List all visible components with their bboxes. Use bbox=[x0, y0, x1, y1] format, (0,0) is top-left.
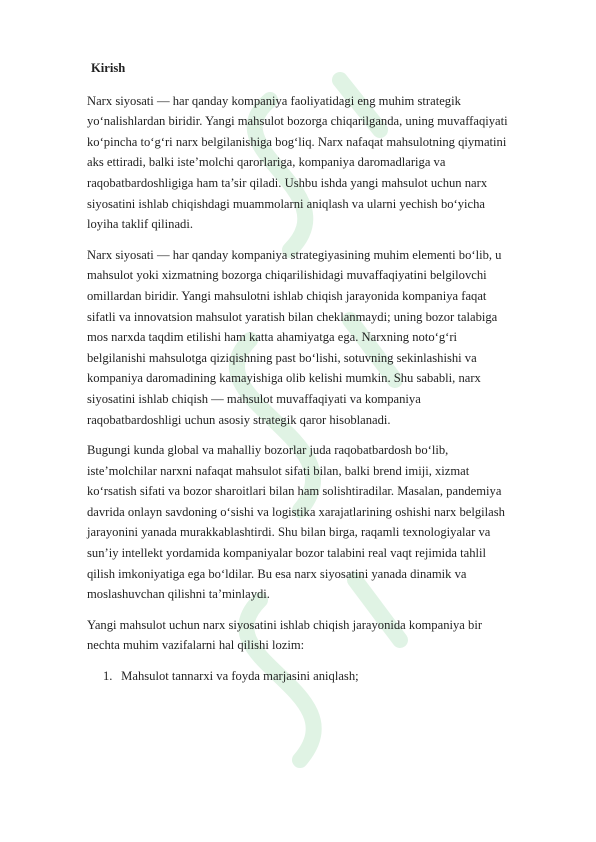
list-item-number: 1. bbox=[103, 669, 113, 684]
paragraph-line: belgilanishi mahsulotga qiziqishning past bo‘lishi, sotuvning sekinlashishi va bbox=[87, 350, 477, 365]
paragraph-2 bbox=[87, 245, 557, 430]
list-item bbox=[87, 666, 557, 687]
paragraph-line: siyosatini ishlab chiqish — mahsulot muvaffaqiyati va kompaniya bbox=[87, 391, 421, 406]
paragraph-line: siyosatini ishlab chiqishdagi muammolarni aniqlash va ularni yechish bo‘yicha bbox=[87, 196, 486, 211]
document-body bbox=[87, 58, 557, 687]
paragraph-line: omillardan biridir. Yangi mahsulotni ishlab chiqish jarayonida kompaniya faqat bbox=[87, 288, 487, 303]
paragraph-line: mos narxda taqdim etilishi ham katta ahamiyatga ega. Narxning noto‘g‘ri bbox=[87, 330, 458, 345]
paragraph-line: Narx siyosati — har qanday kompaniya strategiyasining muhim elementi bo‘lib, u bbox=[87, 247, 502, 262]
paragraph-line: ko‘pincha to‘g‘ri narx belgilanishiga bog‘liq. Narx nafaqat mahsulotning qiymatini bbox=[87, 134, 507, 149]
section-heading: Kirish bbox=[91, 61, 126, 75]
paragraph-line: jarayonini yanada murakkablashtirdi. Shu bilan birga, raqamli texnologiyalar va bbox=[87, 525, 491, 540]
paragraph-line: Yangi mahsulot uchun narx siyosatini ishlab chiqish jarayonida kompaniya bir bbox=[87, 617, 483, 632]
paragraph-4 bbox=[87, 615, 557, 656]
paragraph-line: loyiha taklif qilinadi. bbox=[87, 217, 193, 232]
paragraph-3 bbox=[87, 440, 557, 605]
paragraph-line: yo‘nalishlardan biridir. Yangi mahsulot bozorga chiqarilganda, uning muvaffaqiyati bbox=[87, 114, 508, 129]
paragraph-line: sifatli va innovatsion mahsulot yaratish bilan cheklanmaydi; uning bozor talabiga bbox=[87, 309, 498, 324]
paragraph-line: moslashuvchan qilishni ta’minlaydi. bbox=[87, 587, 270, 602]
paragraph-line: aks ettiradi, balki iste’molchi qarorlariga, kompaniya daromadlariga va bbox=[87, 155, 446, 170]
paragraph-1 bbox=[87, 91, 557, 235]
paragraph-line: nechta muhim vazifalarni hal qilishi lozim: bbox=[87, 638, 305, 653]
paragraph-line: kompaniya daromadining kamayishiga olib kelishi mumkin. Shu sababli, narx bbox=[87, 371, 481, 386]
paragraph-line: mahsulot yoki xizmatning bozorga chiqarilishidagi muvaffaqiyatini belgilovchi bbox=[87, 268, 487, 283]
paragraph-line: ko‘rsatish sifati va bozor sharoitlari bilan ham solishtiradilar. Masalan, pandemiya bbox=[87, 484, 502, 499]
paragraph-line: davrida onlayn savdoning o‘sishi va logistika xarajatlarining oshishi narx belgilash bbox=[87, 504, 505, 519]
task-list bbox=[87, 666, 557, 687]
paragraph-line: Bugungi kunda global va mahalliy bozorlar juda raqobatbardosh bo‘lib, bbox=[87, 443, 449, 458]
paragraph-line: Narx siyosati — har qanday kompaniya faoliyatidagi eng muhim strategik bbox=[87, 93, 461, 108]
paragraph-line: sun’iy intellekt yordamida kompaniyalar bozor talabini real vaqt rejimida tahlil bbox=[87, 546, 487, 561]
paragraph-line: iste’molchilar narxni nafaqat mahsulot sifati bilan, balki brend imiji, xizmat bbox=[87, 463, 470, 478]
paragraph-line: qilish imkoniyatiga ega bo‘ldilar. Bu esa narx siyosatini yanada dinamik va bbox=[87, 566, 467, 581]
paragraph-line: raqobatbardoshligiga ham ta’sir qiladi. Ushbu ishda yangi mahsulot uchun narx bbox=[87, 175, 488, 190]
list-item-text: Mahsulot tannarxi va foyda marjasini aniqlash; bbox=[121, 669, 359, 684]
paragraph-line: raqobatbardoshligi uchun asosiy strategik qaror hisoblanadi. bbox=[87, 412, 391, 427]
